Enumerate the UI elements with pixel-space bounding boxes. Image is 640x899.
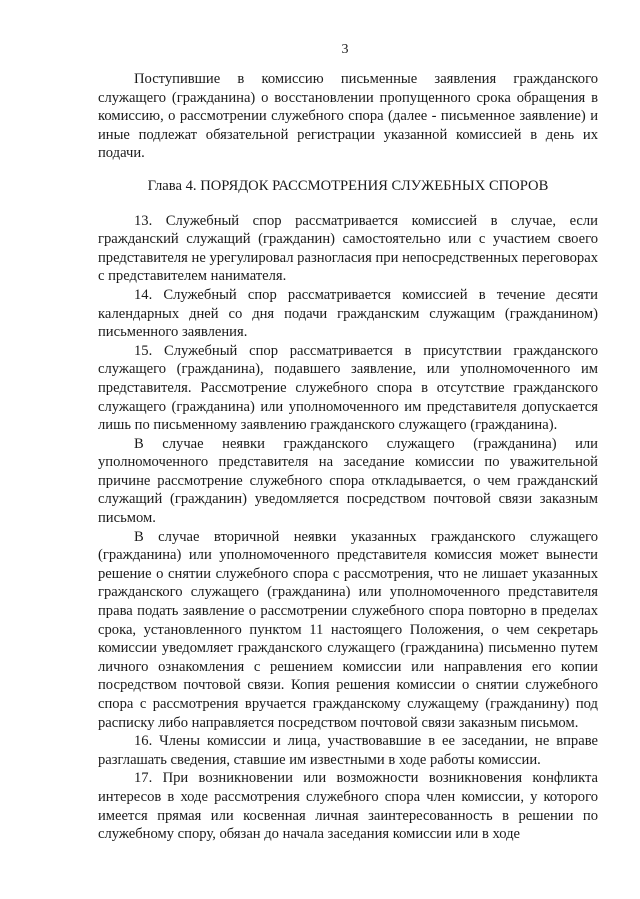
- document-body: [98, 70, 598, 844]
- paragraph-15: 15. Служебный спор рассматривается в присутствии гражданского служащего (гражданина), подавшего заявление, или уполномоченного им представителя. Рассмотрение служебного спора в отсутствие гражданского служащего (гражданина) или уполномоченного им представителя допускается лишь по письменному заявлению гражданского служащего (гражданина).: [98, 342, 598, 434]
- paragraph-13: 13. Служебный спор рассматривается комиссией в случае, если гражданский служащий (гражданин) самостоятельно или с участием своего представителя не урегулировал разногласия при непосредственных переговорах с представителем нанимателя.: [98, 212, 598, 285]
- paragraph-16: 16. Члены комиссии и лица, участвовавшие в ее заседании, не вправе разглашать сведения, ставшие им известными в ходе работы комиссии.: [98, 733, 598, 768]
- page-number: 3: [341, 42, 349, 57]
- paragraph-15-nonappearance: В случае неявки гражданского служащего (гражданина) или уполномоченного представителя на заседание комиссии по уважительной причине рассмотрение служебного спора откладывается, о чем гражданский служащий (гражданин) уведомляется посредством почтовой связи заказным письмом.: [98, 435, 598, 527]
- paragraph-15-second-nonappearance: В случае вторичной неявки указанных гражданского служащего (гражданина) или уполномоченного представителя комиссия может вынести решение о снятии служебного спора с рассмотрения, что не лишает указанных гражданского служащего (гражданина) или уполномоченного представителя права подать заявление о рассмотрении служебного спора повторно в пределах срока, установленного пунктом 11 настоящего Положения, о чем секретарь комиссии уведомляет гражданского служащего (гражданина) письменно путем личного ознакомления с решением комиссии или направления его копии посредством почтовой связи. Копия решения комиссии о снятии служебного спора с рассмотрения вручается гражданскому служащему (гражданину) под расписку либо направляется посредством почтовой связи заказным письмом.: [98, 528, 598, 731]
- chapter-title: Глава 4. ПОРЯДОК РАССМОТРЕНИЯ СЛУЖЕБНЫХ СПОРОВ: [147, 177, 549, 194]
- paragraph-17: 17. При возникновении или возможности возникновения конфликта интересов в ходе рассмотрения служебного спора член комиссии, у которого имеется прямая или косвенная личная заинтересованность в решении по служебному спору, обязан до начала заседания комиссии или в ходе: [98, 770, 598, 843]
- intro-paragraph: Поступившие в комиссию письменные заявления гражданского служащего (гражданина) о восстановлении пропущенного срока обращения в комиссию, о рассмотрении служебного спора (далее - письменное заявление) и иные подлежат обязательной регистрации указанной комиссией в день их подачи.: [98, 71, 598, 162]
- paragraph-14: 14. Служебный спор рассматривается комиссией в течение десяти календарных дней со дня подачи гражданским служащим (гражданином) письменного заявления.: [98, 286, 598, 341]
